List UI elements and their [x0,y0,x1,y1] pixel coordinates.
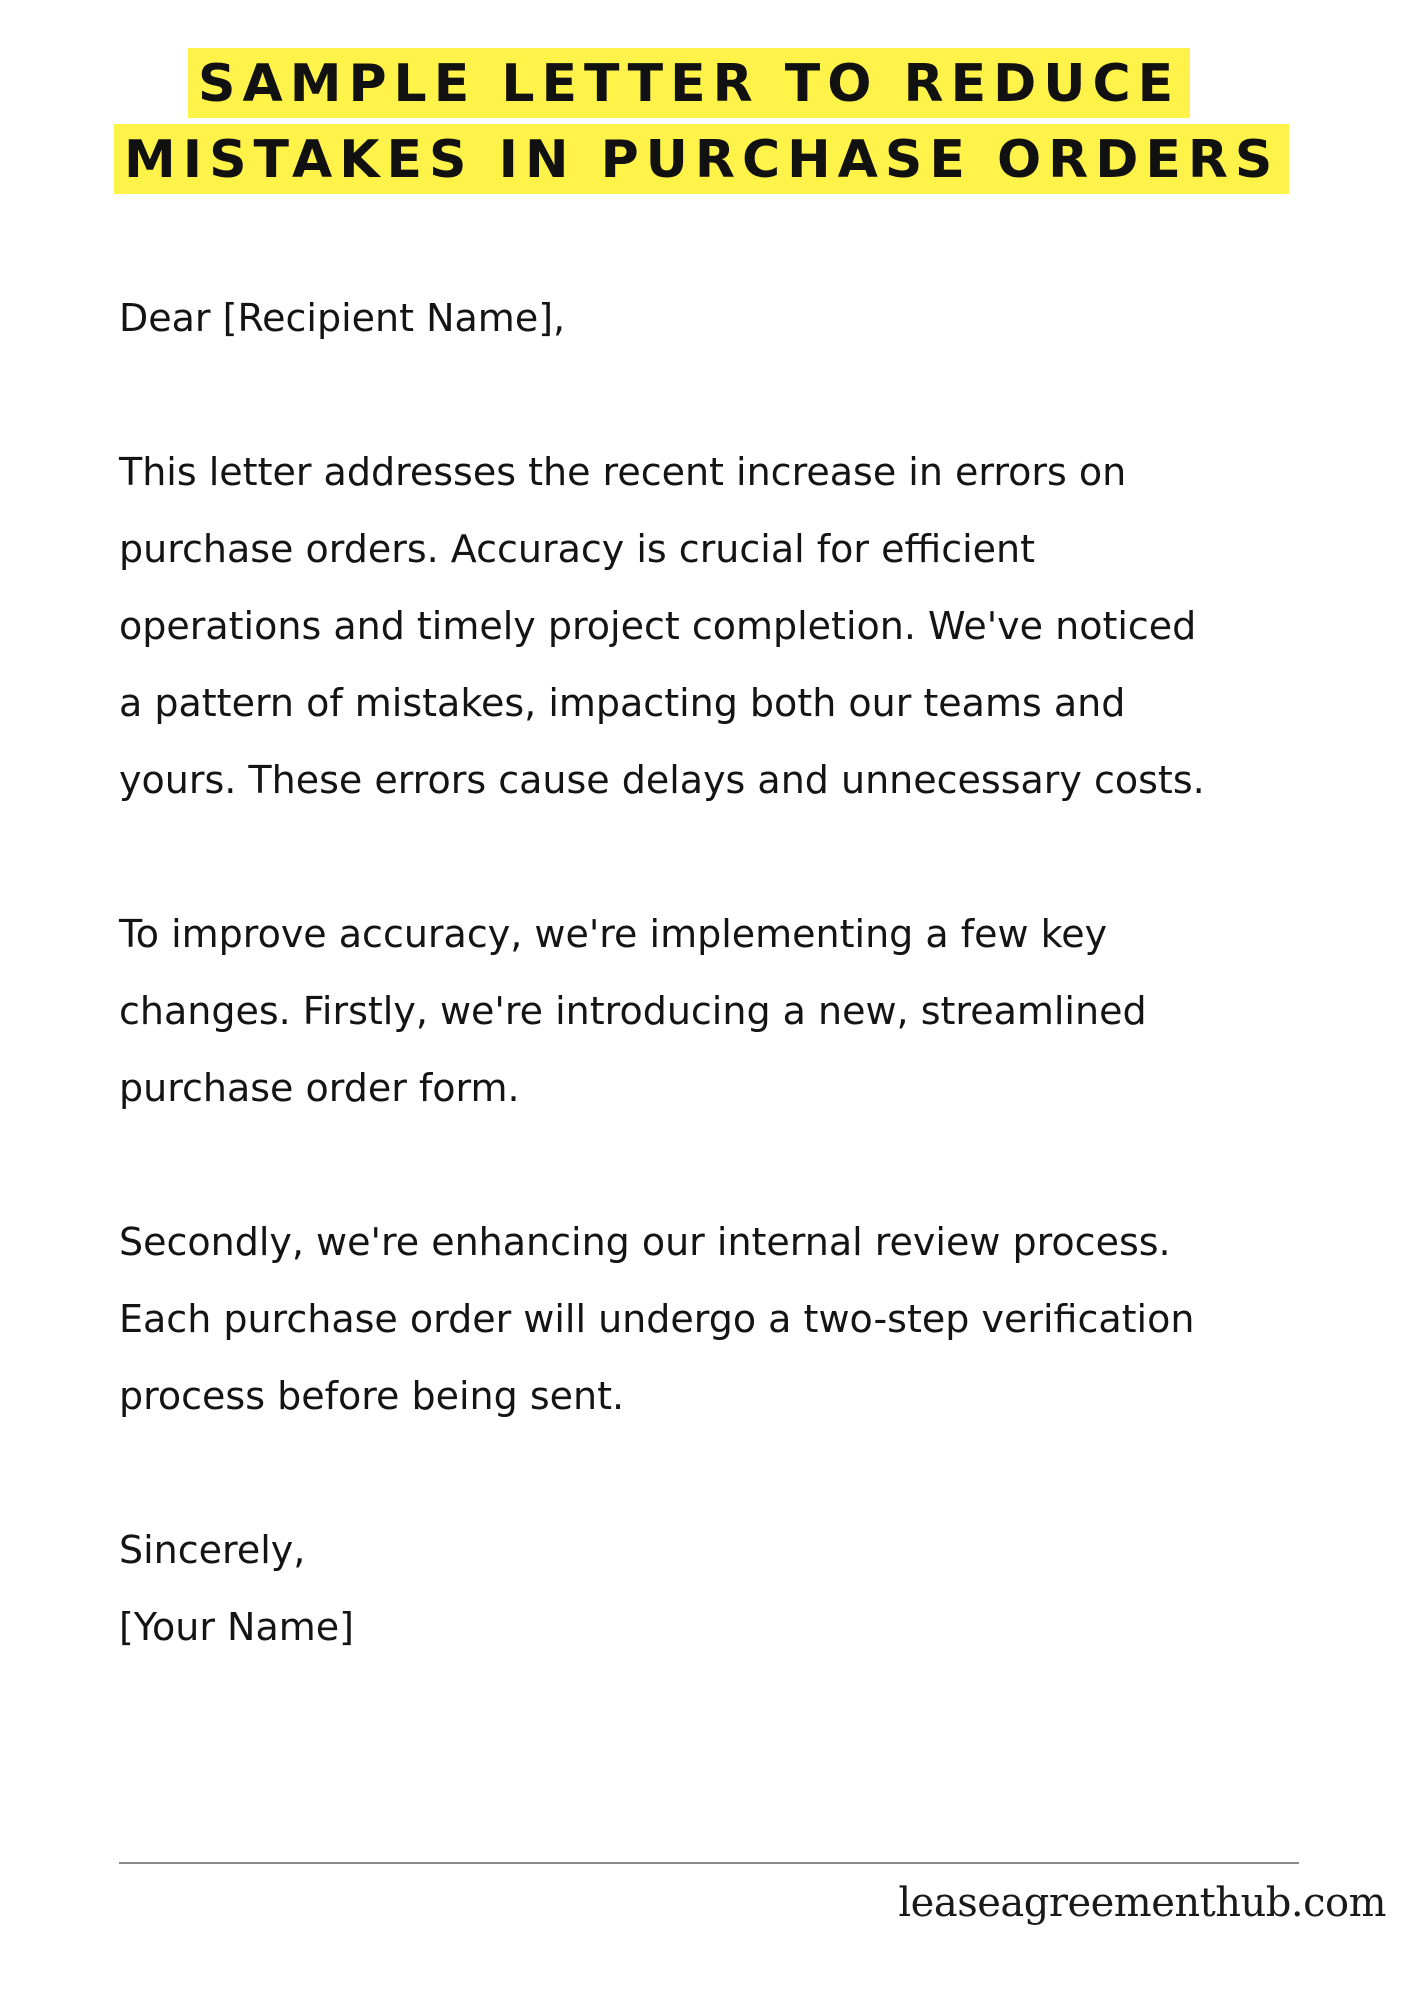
paragraph-3 [119,1204,1339,1435]
paragraph-3-line: Secondly, we're enhancing our internal review process. [119,1220,1171,1264]
signature-placeholder: [Your Name] [119,1605,354,1649]
paragraph-1-line: This letter addresses the recent increase in errors on [119,450,1127,494]
paragraph-1-line: operations and timely project completion. We've noticed [119,604,1197,648]
paragraph-2-line: changes. Firstly, we're introducing a new, streamlined [119,989,1147,1033]
salutation-text: Dear [Recipient Name], [119,296,566,340]
paragraph-1-line: a pattern of mistakes, impacting both our teams and [119,681,1126,725]
title-line-2: MISTAKES IN PURCHASE ORDERS [114,124,1289,194]
paragraph-2 [119,896,1339,1127]
title-line-1: SAMPLE LETTER TO REDUCE [188,48,1190,118]
paragraph-1 [119,434,1339,819]
paragraph-3-line: Each purchase order will undergo a two-step verification [119,1297,1195,1341]
paragraph-2-line: To improve accuracy, we're implementing a few key [119,912,1108,956]
paragraph-1-line: yours. These errors cause delays and unnecessary costs. [119,758,1205,802]
footer-brand: leaseagreementhub.com [898,1880,1386,1926]
paragraph-3-line: process before being sent. [119,1374,625,1418]
letter-body [119,280,1339,1666]
closing-block [119,1512,1339,1666]
footer-divider [119,1862,1299,1864]
paragraph-1-line: purchase orders. Accuracy is crucial for efficient [119,527,1036,571]
paragraph-2-line: purchase order form. [119,1066,520,1110]
salutation [119,280,1339,357]
closing-text: Sincerely, [119,1528,306,1572]
